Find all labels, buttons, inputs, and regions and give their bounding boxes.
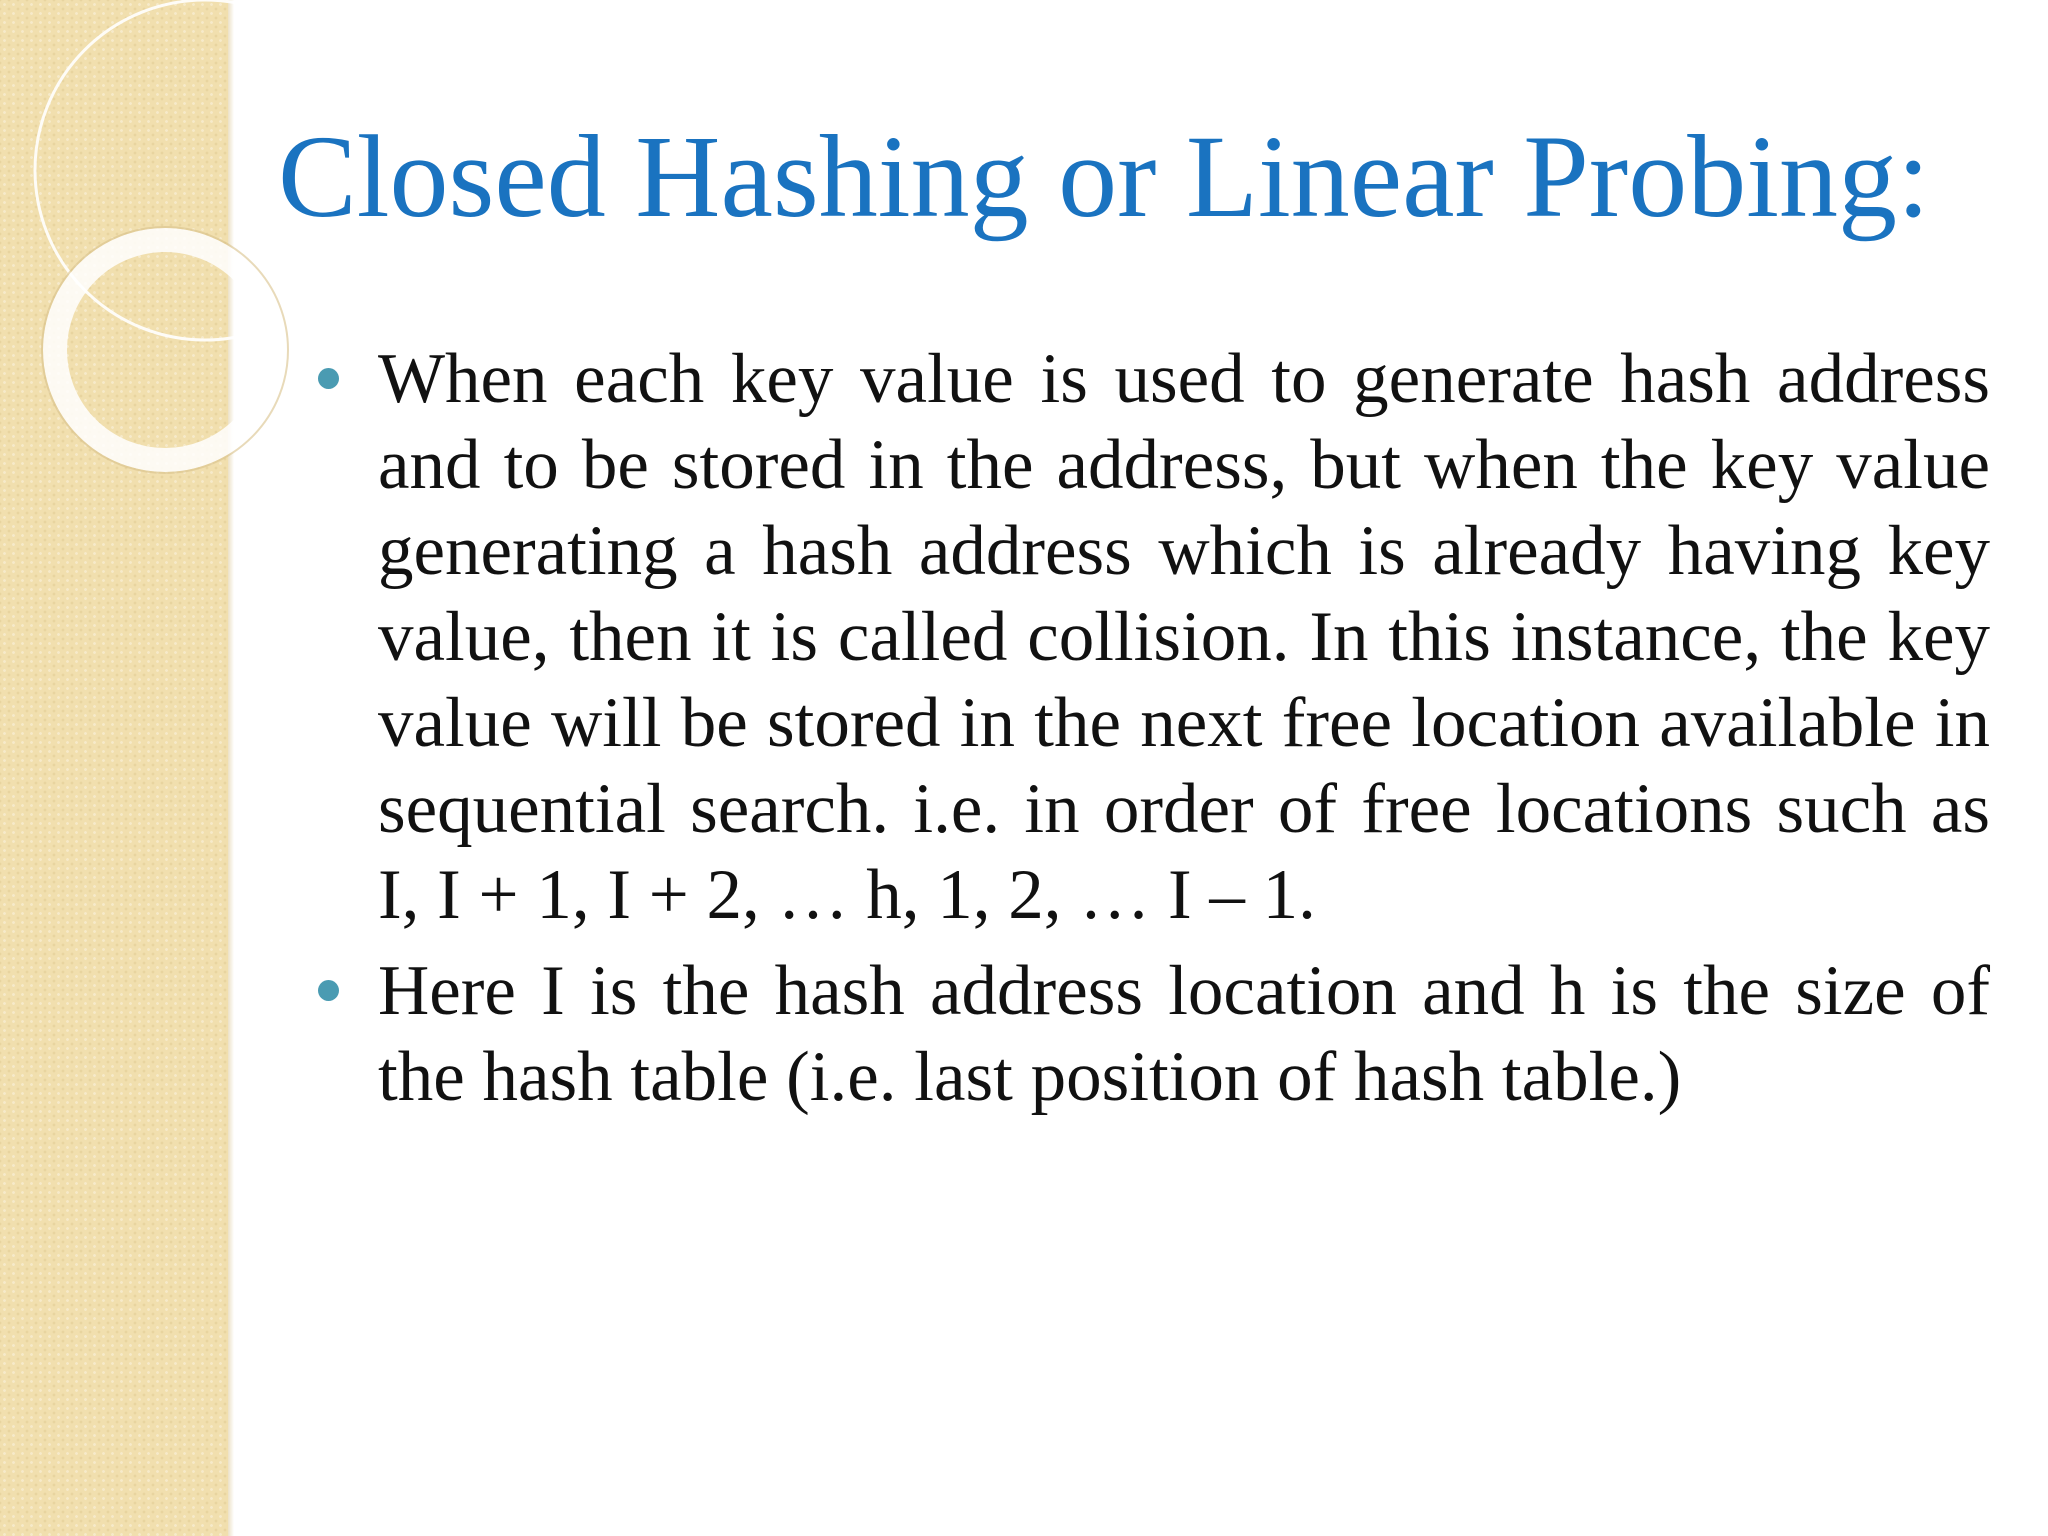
small-ring — [55, 240, 275, 460]
slide-title: Closed Hashing or Linear Probing: — [278, 111, 1930, 242]
bullet-dot-icon — [318, 980, 339, 1001]
bullet-item — [318, 336, 1990, 938]
bullet-dot-icon — [318, 368, 339, 389]
bullet-list — [318, 336, 1990, 1130]
bullet-text: Here I is the hash address location and h is the size of the hash table (i.e. last position of hash table.) — [378, 952, 1990, 1116]
bullet-text: When each key value is used to generate hash address and to be stored in the address, but when the key value generating a hash address which is already having key value, then it is called collision. In this instance, the key value will be stored in the next free location available in sequential search. i.e. in order of free locations such as I, I + 1, I + 2, … h, 1, 2, … I – 1. — [378, 340, 1990, 934]
bullet-item — [318, 948, 1990, 1120]
